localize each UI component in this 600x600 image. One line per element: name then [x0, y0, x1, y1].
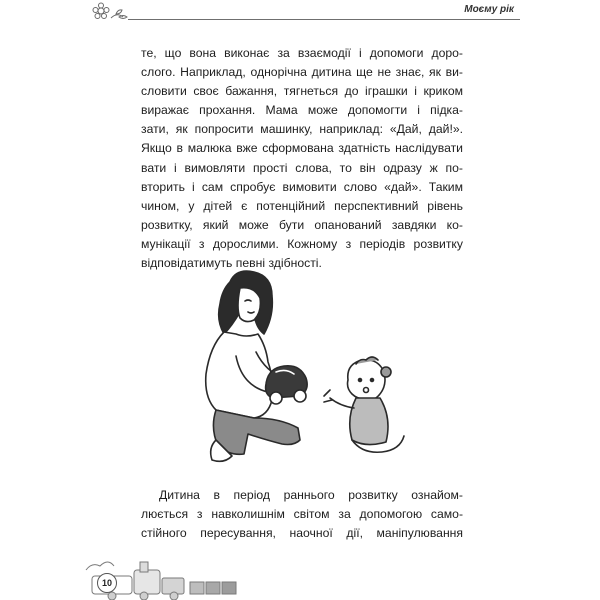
toy-car-icon — [266, 366, 308, 404]
mother-and-baby-illustration — [196, 268, 426, 478]
body-paragraph — [141, 486, 463, 543]
text-line: Дитина в період раннього розвитку ознайом- — [159, 488, 463, 502]
body-paragraph — [141, 44, 463, 273]
mother-face — [238, 288, 260, 322]
text-line: зати, як попросити машинку, наприклад: «Дай, дай!». — [141, 122, 463, 137]
text-line: слого. Наприклад, однорічна дитина ще не знає, як ви- — [141, 65, 463, 80]
text-line: виражає прохання. Мама може допомогти і підка- — [141, 103, 463, 118]
text-line: розвитку, який може бути опанований завдяки ко- — [141, 217, 463, 232]
header-rule — [128, 19, 520, 20]
text-line: люється з навколишнім світом за допомогою само- — [141, 507, 463, 522]
page-number: 10 — [97, 573, 117, 593]
text-line: відповідатимуть певні здібності. — [141, 256, 322, 271]
text-line: вторить і сам спробує вимовити слово «дай». Таким — [141, 179, 463, 194]
baby-figure — [324, 357, 404, 452]
text-line: Якщо в малюка вже сформована здатність наслідувати — [141, 141, 463, 156]
text-line: мунікації з дорослими. Кожному з періодів розвитку — [141, 236, 463, 251]
text-line: стійного пересування, наочної дії, маніпулювання — [141, 526, 463, 541]
text-line: те, що вона виконає за взаємодії і допомоги доро- — [141, 46, 463, 60]
text-line: вати і вимовляти прості слова, то він одразу ж по- — [141, 160, 463, 175]
text-line: чином, у дітей є потенційний перспективний рівень — [141, 198, 463, 213]
mother-sweater — [206, 332, 273, 418]
text-line: словити своє бажання, тягнеться до іграшки і криком — [141, 84, 463, 99]
running-title: Моєму рік — [464, 4, 514, 15]
flower-ornament-icon — [89, 2, 131, 22]
